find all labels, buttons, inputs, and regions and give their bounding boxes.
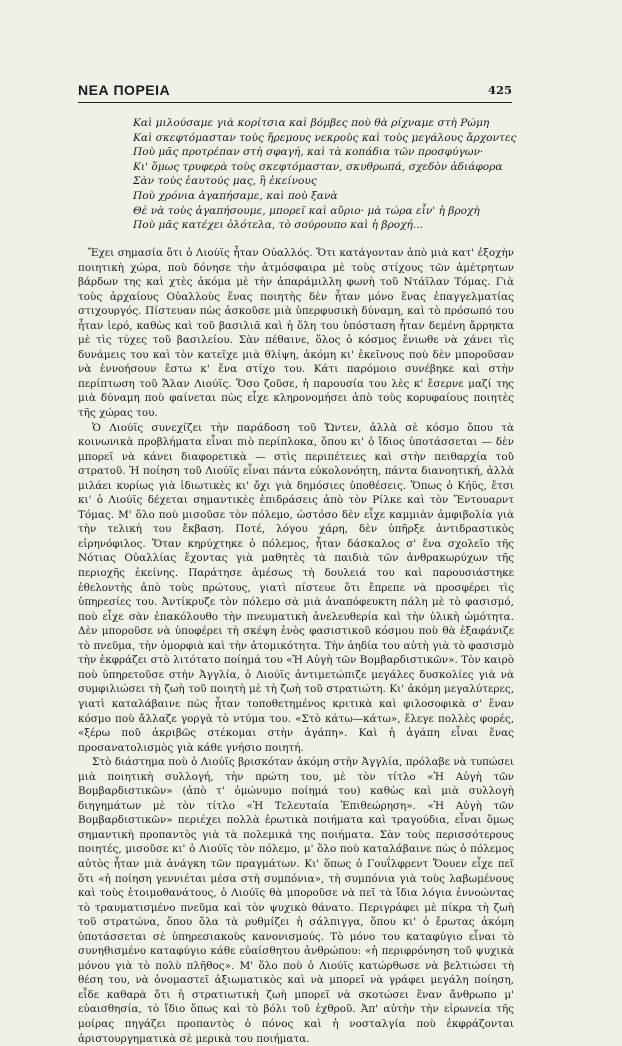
poem-line: Ποὺ χρόνια ἀγαπήσαμε, καὶ ποὺ ξανὰ [133, 189, 338, 202]
page-number: 425 [487, 83, 512, 97]
poem-excerpt [133, 116, 517, 233]
paragraph: Ἔχει σημασία ὅτι ὁ Λιούϊς ἦταν Οὐαλλός. Ὅτι κατάγονταν ἀπὸ μιὰ κατ' ἐξοχὴν ποιητικὴ χώρα, ποὺ δόνησε τὴν ἀτμόσφαιρα μὲ τοὺς στίχους τῶν ἀμέτρητων βάρδων της καὶ χτὲς ἀκόμα μὲ τὴν ἀπαράμιλλη φωνὴ τοῦ Ντάϊλαν Τόμας. Γιὰ τοὺς ἀρχαίους Οὐαλλοὺς ἕνας ποιητὴς δὲν ἦταν μόνο ἕνας ἐπαγγελματίας στιχουργός. Πίστευαν πὼς ἀσκοῦσε μιὰ ὑπερφυσικὴ δύναμη, καὶ τὸ πρόσωπό του ἦταν ἱερό, καθὼς καὶ τοῦ βασιλιᾶ καὶ ἡ ὅλη του ὑπόσταση ἦταν δεμένη ἄρρηκτα μὲ τὶς τύχες τοῦ βασιλείου. Σὰν πέθαινε, ὅλος ὁ κόσμος ἔνιωθε νὰ χάνει τὶς δυνάμεις του καὶ τὸν κατεῖχε μιὰ θλίψη, ἀκόμη κι' ἐκεῖνους ποὺ δὲν μποροῦσαν νὰ ἐννοήσουν ἔστω κ' ἕνα στίχο του. Κάτι παρόμοιο συνέβηκε καὶ στὴν περίπτωση τοῦ Ἄλαν Λιούϊς. Ὅσο ζοῦσε, ἡ παρουσία του λὲς κ' ἔσερνε μαζί της μιὰ δύναμη ποὺ φαίνεται πὼς εἶχε κληρονομήσει ἀπὸ τοὺς κορυφαίους ποιητὲς τῆς χώρας του. [78, 247, 514, 420]
paragraph: Ὁ Λιούϊς συνεχίζει τὴν παράδοση τοῦ Ὤντεν, ἀλλὰ σὲ κόσμο ὅπου τὰ κοινωνικὰ προβλήματα εἶναι πιὸ περίπλοκα, ὅπου κι' ὁ ἴδιος ὑποτάσσεται — δὲν μπορεῖ νὰ κάνει διαφορετικὰ — στὶς περιπέτειες καὶ στὴν πειθαρχία τοῦ στρατοῦ. Ἡ ποίηση τοῦ Λιούϊς εἶναι πάντα εὐκολονόητη, πάντα διανοητική, ἀλλὰ μιλάει κυρίως γιὰ ἰδιωτικὲς κι' ὄχι γιὰ δημόσιες ὑποθέσεις. Ὅπως ὁ Κήϋς, ἔτσι κι' ὁ Λιούϊς δέχεται σημαντικὲς ἐπιδράσεις ἀπὸ τὸν Ρίλκε καὶ τὸν Ἔντουαρντ Τόμας. Μ' ὅλο ποὺ μισοῦσε τὸν πόλεμο, ὡστόσο δὲν εἶχε καμμιὰν ἀμφιβολία γιὰ τὴν τελικὴ του ἔκβαση. Ποτέ, λόγου χάρη, δὲν ὑπῆρξε ἀντιδραστικὸς εἰρηνόφιλος. Ὅταν κηρύχτηκε ὁ πόλεμος, ἦταν δάσκαλος σ' ἕνα σχολεῖο τῆς Νότιας Οὐαλλίας ἔχοντας γιὰ μαθητὲς τὰ παιδιὰ τῶν ἀνθρακωρύχων τῆς περιοχῆς ἐκείνης. Παράτησε ἀμέσως τὴ δουλειά του καὶ παρουσιάστηκε ἐθελοντὴς ἀπὸ τοὺς πρώτους, γιατὶ πίστευε ὅτι ἔπρεπε νὰ προσφέρει τὶς ὑπηρεσίες του. Ἀντίκρυζε τὸν πόλεμο σὰ μιὰ ἀναπόφευκτη πάλη μὲ τὸ φασισμό, ποὺ εἶχε σὰν ἐπακόλουθο τὴν πνευματικὴ ἀνελευθερία καὶ τὴν ὑλικὴ ὠμότητα. Δὲν μποροῦσε νὰ ὑποφέρει τὴ σκέψη ἑνὸς φασιστικοῦ κόσμου ποὺ θὰ ἐξαφάνιζε τὸ πνεῦμα, τὴν ὁμορφιὰ καὶ τὴν ἀτομικότητα. Τὴν ἀηδία του αὐτὴ γιὰ τὸ φασισμὸ τὴν ἐκφράζει στὸ λιτότατο ποίημά του «Ἡ Αὐγὴ τῶν Βομβαρδιστικῶν». Τὸν καιρὸ ποὺ ὑπηρετοῦσε στὴν Ἀγγλία, ὁ Λιούϊς ἀντιμετώπιζε μεγάλες δυσκολίες γιὰ νὰ συμφιλιώσει τὴ ζωὴ τοῦ ποιητὴ μὲ τὴ ζωὴ τοῦ στρατιώτη. Κι' ἀκόμη μεγαλύτερες, γιατὶ καταλάβαινε πὼς ἦταν τοποθετημένος κριτικὰ καὶ φιλοσοφικὰ σ' ἕναν κόσμο ποὺ ἄλλαζε γοργὰ τὸ ντύμα του. «Στὸ κάτω—κάτω», ἔλεγε πολλὲς φορές, «ξέρω ποῦ ἀκριβῶς στέκομαι στὴν ἀγάπη». Καὶ ἡ ἀγάπη εἶναι ἕνας προσανατολισμὸς γιὰ κάθε γνήσιο ποιητή. [78, 421, 514, 754]
poem-line: Κι' ὅμως τρυφερὰ τοὺς σκεφτόμασταν, σκυθρωπά, σχεδὸν ἀδιάφορα [133, 160, 503, 173]
running-header [78, 80, 512, 103]
paragraph: Στὸ διάστημα ποὺ ὁ Λιούϊς βρισκόταν ἀκόμη στὴν Ἀγγλία, πρόλαβε νὰ τυπώσει μιὰ ποιητικὴ συλλογή, τὴν πρώτη του, μὲ τὸν τίτλο «Ἡ Αὐγὴ τῶν Βομβαρδιστικῶν» (ἀπὸ τ' ὁμώνυμο ποίημά του) καθὼς καὶ μιὰ συλλογὴ διηγημάτων μὲ τὸν τίτλο «Ἡ Τελευταία Ἐπιθεώρηση». «Ἡ Αὐγὴ τῶν Βομβαρδιστικῶν» περιέχει πολλὰ ἐρωτικὰ ποιήματα καὶ τραγούδια, εἶναι ὅμως σημαντικὴ προπαντὸς γιὰ τὰ πολεμικά της ποιήματα. Σὰν τοὺς περισσότερους ποιητές, μισοῦσε κι' ὁ Λιούϊς τὸν πόλεμο, μ' ὅλο ποὺ καταλάβαινε πὼς ὁ πόλεμος αὐτὸς ἦταν μιὰ ἀνάγκη τῶν πραγμάτων. Κι' ὅπως ὁ Γουΐλφρεντ Ὄουεν εἶχε πεῖ ὅτι «ἡ ποίηση γεννιέται μέσα στὴ συμπόνια», τὴ συμπόνια γιὰ τοὺς λαβωμένους καὶ τοὺς ἑτοιμοθανάτους, ὁ Λιούϊς θὰ μποροῦσε νὰ πεῖ τὰ ἴδια λόγια ἐννοώντας τὸ τραυματισμένο πνεῦμα καὶ τὸν ψυχικὸ θάνατο. Περιγράφει μὲ πίκρα τὴ ζωὴ τοῦ στρατώνα, ὅπου ὅλα τὰ ρυθμίζει ἡ σάλπιγγα, ὅπου κι' ὁ ἔρωτας ἀκόμη ὑποτάσσεται σὲ ὑπηρεσιακοὺς κανονισμούς. Τὸ μόνο του καταφύγιο εἶναι τὸ συνηθισμένο καταφύγιο κάθε εὐαίσθητου ἀνθρώπου: «ἡ περιφρόνηση τοῦ ψυχικὰ μόνου γιὰ τὸ πολὺ πλῆθος». Μ' ὅλο ποὺ ὁ Λιούϊς κατώρθωσε νὰ βελτιώσει τὴ θέση του, νὰ ὀνομαστεῖ ἀξιωματικὸς καὶ νὰ μπορεῖ νὰ γράφει μεγάλη ποίηση, εἶδε καθαρὰ ὅτι ἡ στρατιωτικὴ ζωὴ μπορεῖ νὰ σκοτώσει ἕναν ἄνθρωπο μ' εὐαισθησία, τὸ ἴδιο ὅπως καὶ τὸ βόλι τοῦ ἐχθροῦ. Ἀπ' αὐτὴν τὴν εἰρωνεία τῆς μοίρας πηγάζει προπαντὸς ὁ πόνος καὶ ἡ νοσταλγία ποὺ ἐκφράζονται ἀριστουργηματικὰ σὲ μερικὰ του ποιήματα. [78, 756, 514, 1045]
article-body [78, 246, 514, 1046]
poem-line: Καὶ μιλούσαμε γιὰ κορίτσια καὶ βόμβες ποὺ θὰ ρίχναμε στὴ Ρώμη [133, 117, 490, 129]
journal-title: ΝΕΑ ΠΟΡΕΙΑ [78, 82, 171, 98]
poem-line: Καὶ σκεφτόμασταν τοὺς ἤρεμους νεκροὺς καὶ τοὺς μεγάλους ἄρχοντες [133, 131, 517, 144]
poem-line: Θὲ νὰ τοὺς ἀγαπήσουμε, μπορεῖ καὶ αὔριο· μὰ τώρα εἶν' ἡ βροχὴ [133, 204, 480, 217]
poem-line: Ποὺ μᾶς προτρέπαν στὴ σφαγή, καὶ τὰ κοπάδια τῶν προσφύγων· [133, 146, 484, 159]
poem-line: Σὰν τοὺς ἑαυτούς μας, ἢ ἐκείνους [133, 175, 317, 188]
poem-line: Ποὺ μᾶς κατέχει ὁλότελα, τὸ σούρουπο καὶ ἡ βροχή... [133, 219, 423, 232]
